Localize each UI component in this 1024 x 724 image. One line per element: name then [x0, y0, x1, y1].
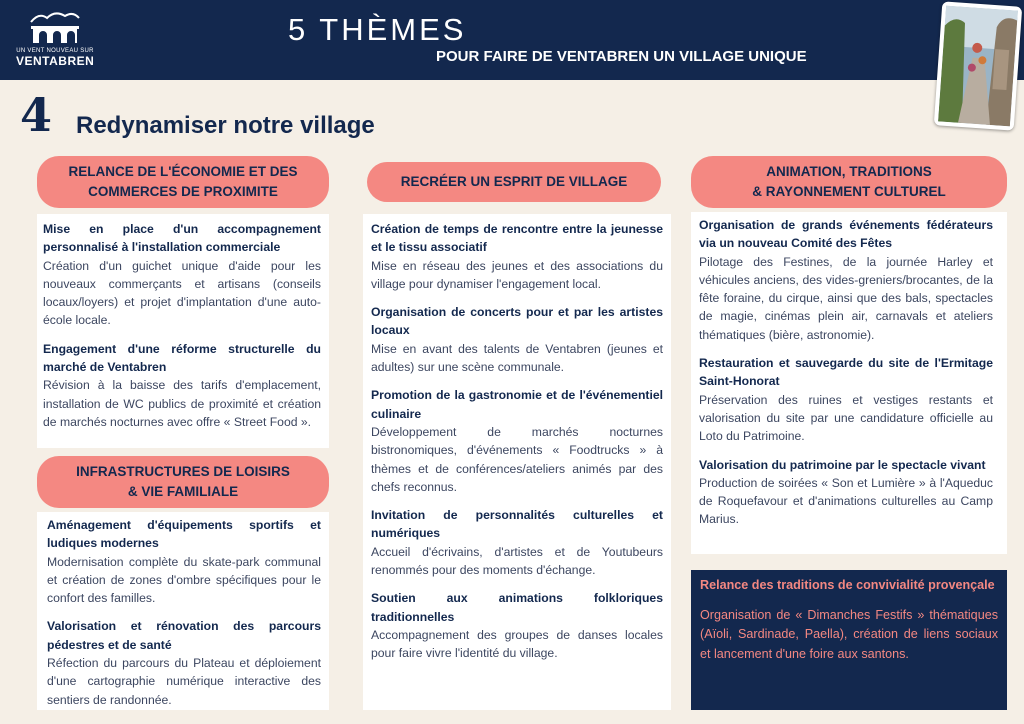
item-title: Création de temps de rencontre entre la jeunesse et le tissu associatif: [371, 222, 663, 255]
item-title: Valorisation et rénovation des parcours pédestres et de santé: [47, 619, 321, 652]
ventabren-logo: [16, 6, 94, 76]
pill-animation-line1: ANIMATION, TRADITIONS: [766, 164, 932, 180]
card-economie: [37, 214, 329, 448]
page-title: 5 THÈMES: [288, 12, 467, 47]
section-number: 4: [20, 88, 53, 142]
item-desc: Révision à la baisse des tarifs d'emplacement, installation de WC publics de proximité et création de marchés nocturnes avec offre « Street Food ».: [43, 378, 321, 429]
pill-economie-label: RELANCE DE L'ÉCONOMIE ET DES COMMERCES DE PROXIMITE: [68, 164, 298, 199]
highlight-title: Relance des traditions de convivialité provençale: [700, 578, 995, 592]
item-desc: Production de soirées « Son et Lumière » à l'Aqueduc de Roquefavour et d'animations culturelles au Camp Marius.: [699, 475, 993, 527]
item-desc: Réfection du parcours du Plateau et déploiement d'une cartographie numérique interactive des sentiers de randonnée.: [47, 656, 321, 707]
village-photo-icon: [938, 6, 1018, 127]
item-desc: Accompagnement des groupes de danses locales pour faire vivre l'identité du village.: [371, 627, 663, 661]
page-subtitle: POUR FAIRE DE VENTABREN UN VILLAGE UNIQUE: [436, 48, 807, 65]
item-title: Promotion de la gastronomie et de l'événementiel culinaire: [371, 388, 663, 421]
item-title: Mise en place d'un accompagnement personnalisé à l'installation commerciale: [43, 222, 321, 255]
header-banner: [0, 0, 1024, 80]
section-title: Redynamiser notre village: [76, 112, 375, 139]
item-desc: Mise en avant des talents de Ventabren (jeunes et adultes) sur une scène communale.: [371, 341, 663, 375]
item-desc: Accueil d'écrivains, d'artistes et de Youtubeurs renommés pour des moments d'échange.: [371, 544, 663, 578]
aqueduct-logo-icon: [25, 6, 85, 46]
highlight-box: [691, 570, 1007, 710]
item-desc: Mise en réseau des jeunes et des associations du village pour dynamiser l'engagement local.: [371, 258, 663, 291]
pill-loisirs: [37, 456, 329, 508]
pill-esprit-village: [367, 162, 661, 202]
card-esprit-village: [363, 214, 671, 710]
pill-loisirs-label: INFRASTRUCTURES DE LOISIRS & VIE FAMILIALE: [76, 464, 290, 499]
item-desc: Modernisation complète du skate-park communal et création de zones d'ombre spécifiques pour le confort des familles.: [47, 554, 321, 606]
item-title: Engagement d'une réforme structurelle du marché de Ventabren: [43, 341, 321, 375]
item-title: Invitation de personnalités culturelles et numériques: [371, 508, 663, 541]
item-desc: Développement de marchés nocturnes bistronomiques, d'événements « Foodtrucks » à thèmes et de conférences/ateliers animés par des chefs reconnus.: [371, 424, 663, 494]
pill-animation-line2: & RAYONNEMENT CULTUREL: [752, 184, 946, 199]
item-title: Valorisation du patrimoine par le spectacle vivant: [699, 457, 986, 472]
card-loisirs: [37, 512, 329, 710]
item-desc: Création d'un guichet unique d'aide pour les nouveaux commerçants et artisans (conseils locaux/loyers) et projet d'implantation d'une auto-école locale.: [43, 258, 321, 328]
village-street-photo: [934, 1, 1022, 130]
item-title: Soutien aux animations folkloriques traditionnelles: [371, 591, 663, 624]
logo-tagline: UN VENT NOUVEAU SUR: [16, 48, 94, 54]
item-title: Organisation de grands événements fédérateurs via un nouveau Comité des Fêtes: [699, 218, 993, 251]
card-animation: [691, 212, 1007, 554]
pill-animation: [691, 156, 1007, 208]
highlight-desc: Organisation de « Dimanches Festifs » thématiques (Aïoli, Sardinade, Paella), création de liens sociaux et lancement d'une foire aux santons.: [700, 607, 998, 661]
item-title: Aménagement d'équipements sportifs et ludiques modernes: [47, 518, 321, 551]
item-title: Restauration et sauvegarde du site de l'Ermitage Saint-Honorat: [699, 356, 993, 389]
pill-economie: [37, 156, 329, 208]
item-desc: Pilotage des Festines, de la journée Harley et véhicules anciens, des vides-greniers/brocantes, de la fête foraine, du cirque, ainsi que des bals, spectacles de magie, cinémas plein air, carnavals et ateliers thématiques (bière, astronomie).: [699, 254, 993, 342]
logo-name: VENTABREN: [16, 54, 95, 68]
item-title: Organisation de concerts pour et par les artistes locaux: [371, 305, 663, 338]
pill-esprit-village-label: RECRÉER UN ESPRIT DE VILLAGE: [400, 174, 628, 190]
item-desc: Préservation des ruines et vestiges restants et valorisation du site par une candidature officielle au Loto du Patrimoine.: [699, 392, 993, 444]
